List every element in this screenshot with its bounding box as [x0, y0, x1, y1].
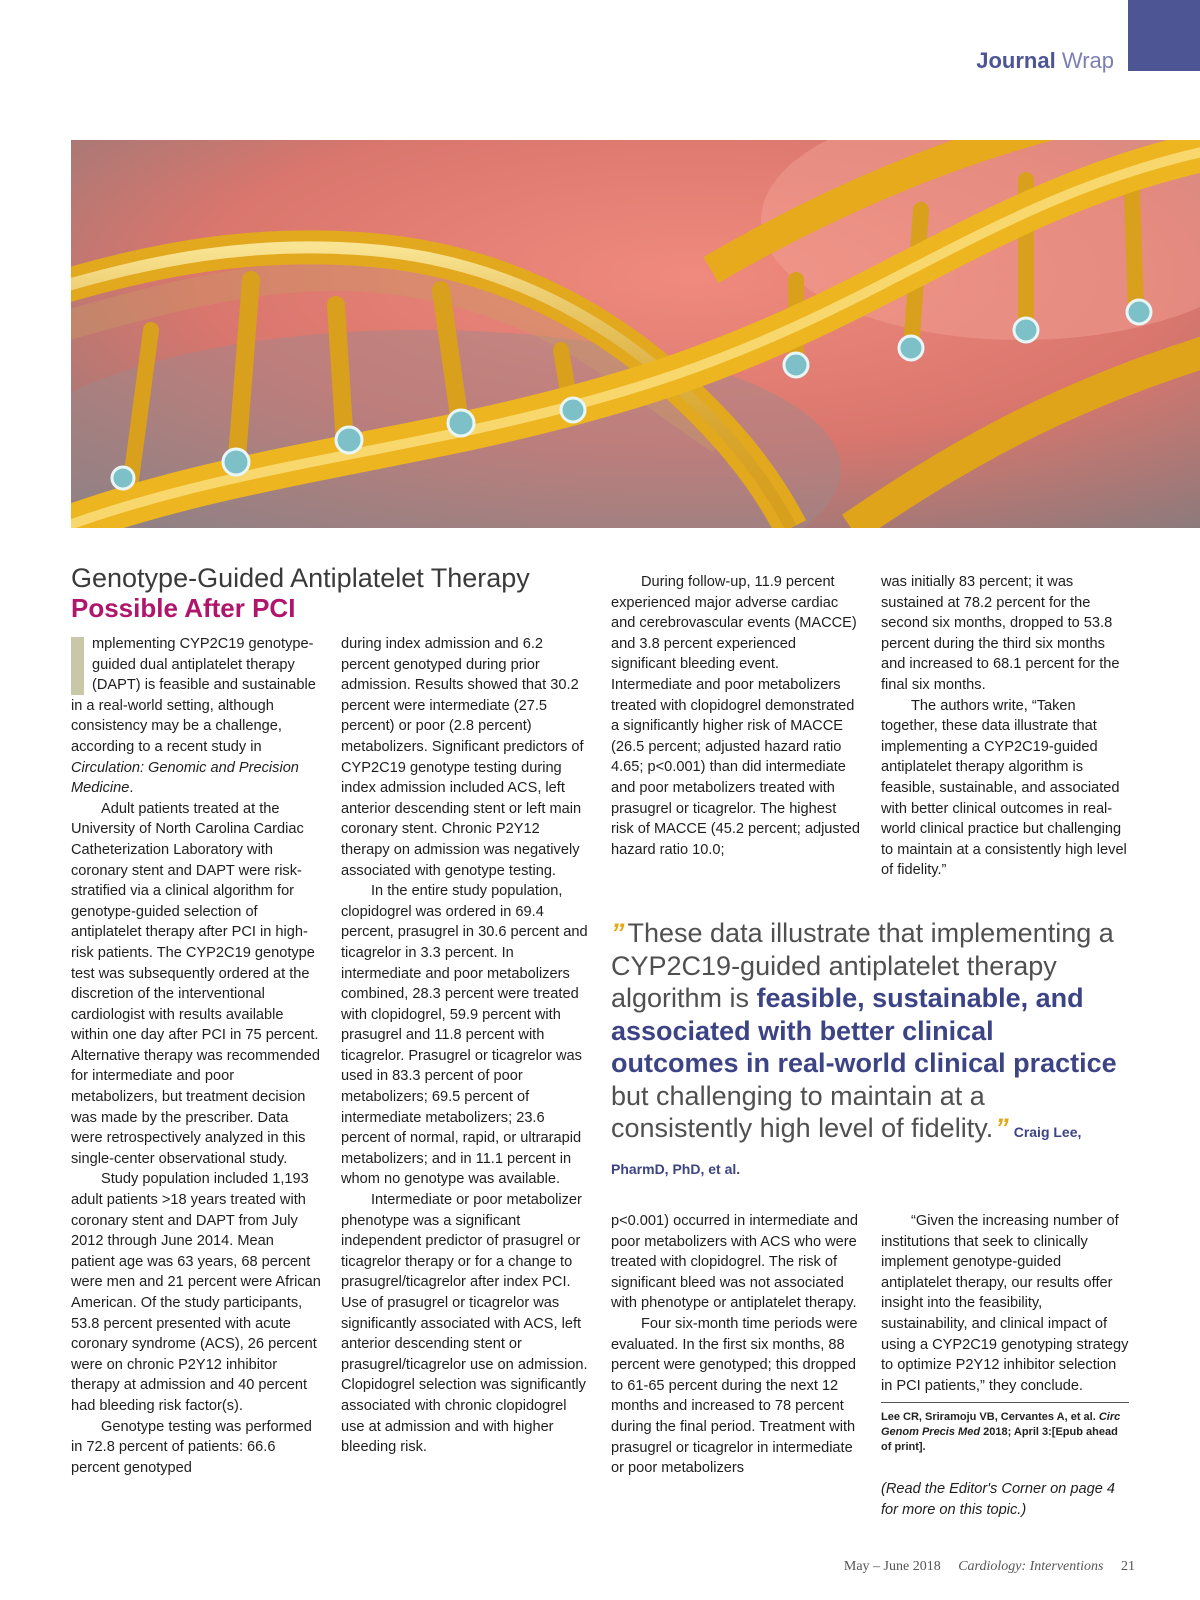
paragraph: Adult patients treated at the University of North Carolina Cardiac Catheterization Laboratory with coronary stent and DAPT were risk-stratified via a clinical algorithm for genotype-guided selection of antiplatelet therapy after PCI in high-risk patients. The CYP2C19 genotype test was subsequently ordered at the discretion of the interventional cardiologist with results available within one day after PCI in 75 percent. Alternative therapy was recommended for intermediate and poor metabolizers, but treatment decision was made by the prescriber. Data were retrospectively analyzed in this single-center observational study. [71, 800, 321, 1167]
article-column-3-top [611, 572, 861, 860]
paragraph: p<0.001) occurred in intermediate and poor metabolizers with ACS who were treated with clopidogrel. The risk of significant bleed was not associated with phenotype or antiplatelet therapy. [611, 1213, 859, 1312]
paragraph-intro: mplementing CYP2C19 genotype-guided dual antiplatelet therapy (DAPT) is feasible and sustainable in a real-world setting, although consistency may be a challenge, according to a recent study in Circulation: Genomic and Precision Medicine. [71, 636, 316, 797]
article-column-4-top [881, 572, 1131, 881]
section-label [976, 48, 1114, 74]
headline-line-2: Possible After PCI [71, 593, 296, 623]
footer-date: May – June 2018 [843, 1559, 941, 1574]
paragraph: during index admission and 6.2 percent genotyped during prior admission. Results showed that 30.2 percent were intermediate (27.5 percent) or poor (2.8 percent) metabolizers. Significant predictors of CYP2C19 genotype testing during index admission included ACS, left anterior descending stent or left main coronary stent. Chronic P2Y12 therapy on admission was negatively associated with genotype testing. [341, 636, 584, 879]
paragraph: Four six-month time periods were evaluated. In the first six months, 88 percent were genotyped; this dropped to 61-65 percent during the next 12 months and increased to 78 percent during the final period. Treatment with prasugrel or ticagrelor in intermediate or poor metabolizers [611, 1315, 858, 1477]
reference-divider [881, 1402, 1129, 1403]
paragraph: “Given the increasing number of institutions that seek to clinically implement genotype-guided antiplatelet therapy, our results offer insight into the feasibility, sustainability, and clinical impact of using a CYP2C19 genotyping strategy to optimize P2Y12 inhibitor selection in PCI patients,” they conclude. [881, 1213, 1129, 1394]
article-column-3-bottom [611, 1211, 861, 1479]
paragraph: was initially 83 percent; it was sustained at 78.2 percent for the second six months, dropped to 53.8 percent during the third six months and increased to 68.1 percent for the final six months. [881, 574, 1120, 693]
section-label-light: Wrap [1061, 48, 1114, 73]
paragraph: Intermediate or poor metabolizer phenotype was a significant independent predictor of prasugrel or ticagrelor therapy or for a change to prasugrel/ticagrelor after index PCI. Use of prasugrel or ticagrelor was significantly associated with ACS, left anterior descending stent or prasugrel/ticagrelor use on admission. Clopidogrel selection was significantly associated with chronic clopidogrel use at admission and with higher bleeding risk. [341, 1192, 588, 1456]
close-quote-icon: ” [995, 1113, 1006, 1143]
hero-image [71, 140, 1200, 528]
paragraph: During follow-up, 11.9 percent experienced major adverse cardiac and cerebrovascular events (MACCE) and 3.8 percent experienced significant bleeding event. Intermediate and poor metabolizers treated with clopidogrel demonstrated a significantly higher risk of MACCE (26.5 percent; adjusted hazard ratio 4.65; p<0.001) than did intermediate and poor metabolizers treated with prasugrel or ticagrelor. The highest risk of MACCE (45.2 percent; adjusted hazard ratio 10.0; [611, 574, 861, 858]
article-headline [71, 563, 571, 623]
corner-tab [1128, 0, 1200, 71]
footer-journal: Cardiology: Interventions [958, 1559, 1104, 1574]
article-column-2 [341, 634, 591, 1458]
pull-quote: ” These data illustrate that implementing a CYP2C19-guided antiplatelet therapy algorithm is feasible, sustainable, and associated with better clinical outcomes in real-world clinical practice but challenging to maintain at a consistently high level of fidelity.” Craig Lee, PharmD, PhD, et al. [611, 918, 1117, 1177]
paragraph: Genotype testing was performed in 72.8 percent of patients: 66.6 percent genotyped [71, 1418, 312, 1476]
pull-quote-highlight: feasible, sustainable, and associated with better clinical outcomes in real-world clinical practice [611, 983, 1117, 1078]
journal-name: Circulation: Genomic and Precision Medicine [71, 759, 299, 797]
paragraph: Study population included 1,193 adult patients >18 years treated with coronary stent and DAPT from July 2012 through June 2014. Mean patient age was 63 years, 68 percent were men and 21 percent were African American. Of the study participants, 53.8 percent presented with acute coronary syndrome (ACS), 26 percent were on chronic P2Y12 inhibitor therapy at admission and 40 percent had bleeding risk factor(s). [71, 1171, 321, 1414]
reference-journal: Circ Genom Precis Med [881, 1411, 1121, 1438]
reference-citation: Lee CR, Sriramoju VB, Cervantes A, et al. Circ Genom Precis Med 2018; April 3:[Epub ahead of print]. [881, 1411, 1121, 1453]
drop-cap [71, 637, 84, 695]
pull-quote-attribution: Craig Lee, PharmD, PhD, et al. [611, 1124, 1082, 1177]
editor-note: (Read the Editor's Corner on page 4 for more on this topic.) [881, 1481, 1115, 1518]
open-quote-icon: ” [611, 918, 622, 948]
article-column-1 [71, 634, 321, 1478]
page-number: 21 [1121, 1559, 1135, 1574]
headline-line-1: Genotype-Guided Antiplatelet Therapy [71, 563, 530, 593]
dna-helix-icon [71, 140, 1200, 528]
article-column-4-bottom [881, 1211, 1131, 1396]
page-footer [844, 1559, 1135, 1575]
paragraph: In the entire study population, clopidogrel was ordered in 69.4 percent, prasugrel in 30.6 percent and ticagrelor in 3.3 percent. In intermediate and poor metabolizers combined, 28.3 percent were treated with clopidogrel, 59.9 percent with prasugrel and 11.8 percent with ticagrelor. Prasugrel or ticagrelor was used in 83.3 percent of poor metabolizers; 69.5 percent of intermediate metabolizers; 23.6 percent of normal, rapid, or ultrarapid metabolizers; and in 11.1 percent in whom no genotype was available. [341, 883, 588, 1188]
paragraph: The authors write, “Taken together, these data illustrate that implementing a CYP2C19-guided antiplatelet therapy algorithm is feasible, sustainable, and associated with better clinical outcomes in real-world clinical practice but challenging to maintain at a consistently high level of fidelity.” [881, 697, 1127, 879]
section-label-bold: Journal [976, 48, 1056, 73]
